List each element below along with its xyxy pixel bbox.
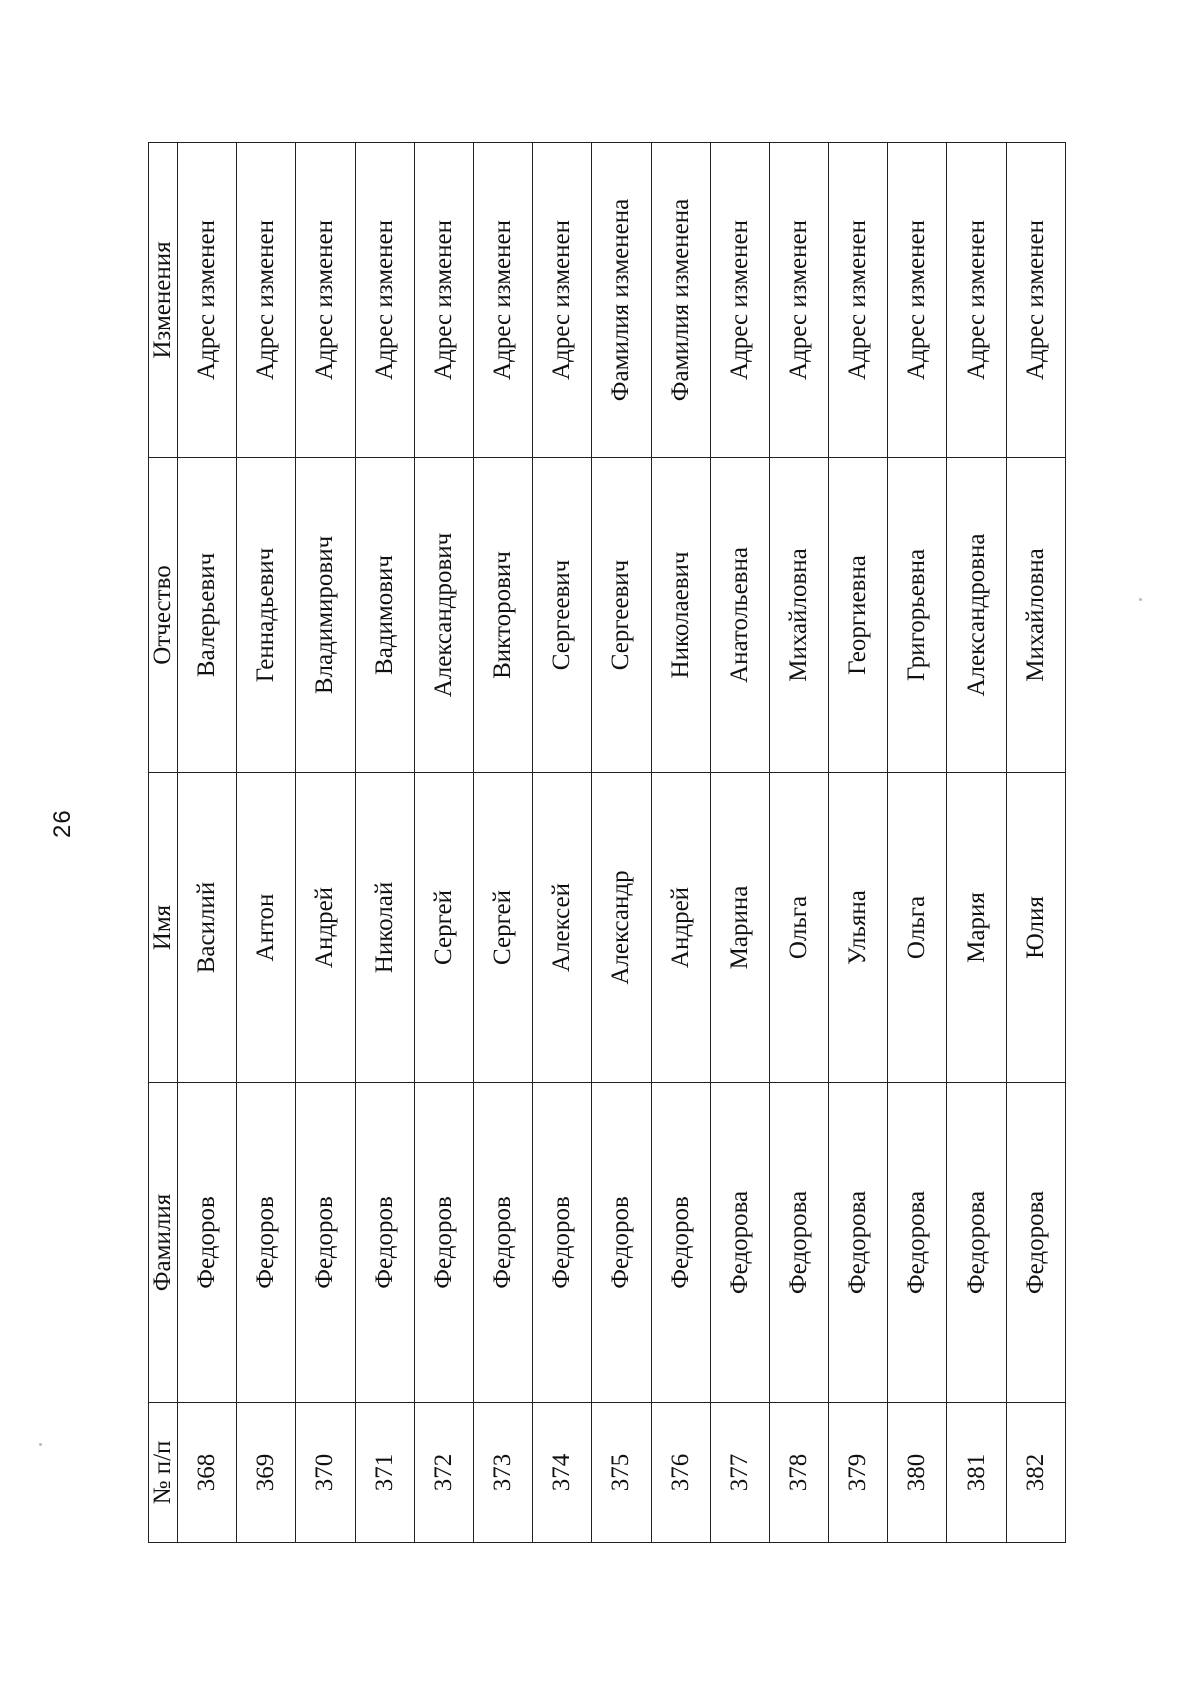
- cell-surname: Федорова: [1006, 1083, 1065, 1403]
- table-row: [178, 143, 237, 1543]
- cell-changes: Адрес изменен: [473, 143, 532, 458]
- table-row: [414, 143, 473, 1543]
- cell-name: Алексей: [533, 773, 592, 1083]
- cell-patronymic: Николаевич: [651, 458, 710, 773]
- cell-changes: Адрес изменен: [947, 143, 1006, 458]
- cell-patronymic: Михайловна: [1006, 458, 1065, 773]
- cell-name: Андрей: [651, 773, 710, 1083]
- cell-surname: Федоров: [237, 1083, 296, 1403]
- cell-surname: Федоров: [533, 1083, 592, 1403]
- cell-number: 375: [592, 1403, 651, 1543]
- table-row: [355, 143, 414, 1543]
- cell-changes: Адрес изменен: [829, 143, 888, 458]
- cell-changes: Адрес изменен: [296, 143, 355, 458]
- cell-number: 380: [888, 1403, 947, 1543]
- cell-surname: Федорова: [829, 1083, 888, 1403]
- cell-changes: Адрес изменен: [237, 143, 296, 458]
- cell-surname: Федорова: [947, 1083, 1006, 1403]
- cell-number: 368: [178, 1403, 237, 1543]
- table-row: [592, 143, 651, 1543]
- cell-patronymic: Александровна: [947, 458, 1006, 773]
- cell-changes: Адрес изменен: [888, 143, 947, 458]
- scan-speck: [39, 1443, 42, 1446]
- table-row: [769, 143, 828, 1543]
- cell-changes: Адрес изменен: [414, 143, 473, 458]
- cell-name: Ольга: [769, 773, 828, 1083]
- cell-changes: Фамилия изменена: [651, 143, 710, 458]
- cell-number: 374: [533, 1403, 592, 1543]
- header-name: Имя: [149, 773, 178, 1083]
- cell-number: 379: [829, 1403, 888, 1543]
- cell-changes: Адрес изменен: [1006, 143, 1065, 458]
- cell-surname: Федоров: [414, 1083, 473, 1403]
- cell-name: Мария: [947, 773, 1006, 1083]
- cell-surname: Федоров: [473, 1083, 532, 1403]
- cell-name: Марина: [710, 773, 769, 1083]
- cell-number: 370: [296, 1403, 355, 1543]
- table-row: [473, 143, 532, 1543]
- cell-name: Василий: [178, 773, 237, 1083]
- cell-patronymic: Сергеевич: [592, 458, 651, 773]
- header-surname: Фамилия: [149, 1083, 178, 1403]
- cell-patronymic: Анатольевна: [710, 458, 769, 773]
- cell-surname: Федоров: [651, 1083, 710, 1403]
- cell-number: 376: [651, 1403, 710, 1543]
- table-body: [178, 143, 1066, 1543]
- table-row: [710, 143, 769, 1543]
- cell-name: Александр: [592, 773, 651, 1083]
- table-row: [888, 143, 947, 1543]
- cell-name: Николай: [355, 773, 414, 1083]
- cell-surname: Федоров: [296, 1083, 355, 1403]
- cell-patronymic: Валерьевич: [178, 458, 237, 773]
- header-changes: Изменения: [149, 143, 178, 458]
- cell-surname: Федоров: [178, 1083, 237, 1403]
- cell-number: 373: [473, 1403, 532, 1543]
- cell-changes: Адрес изменен: [769, 143, 828, 458]
- scan-speck: [1139, 598, 1142, 601]
- cell-patronymic: Викторович: [473, 458, 532, 773]
- cell-number: 377: [710, 1403, 769, 1543]
- cell-surname: Федоров: [592, 1083, 651, 1403]
- cell-changes: Адрес изменен: [710, 143, 769, 458]
- header-number: № п/п: [149, 1403, 178, 1543]
- cell-number: 378: [769, 1403, 828, 1543]
- rotated-table-container: [148, 143, 1066, 1543]
- cell-patronymic: Александрович: [414, 458, 473, 773]
- table-row: [237, 143, 296, 1543]
- cell-name: Сергей: [473, 773, 532, 1083]
- cell-surname: Федорова: [769, 1083, 828, 1403]
- cell-patronymic: Владимирович: [296, 458, 355, 773]
- table-row: [829, 143, 888, 1543]
- table-header-row: [149, 143, 178, 1543]
- cell-number: 369: [237, 1403, 296, 1543]
- cell-changes: Адрес изменен: [355, 143, 414, 458]
- cell-name: Сергей: [414, 773, 473, 1083]
- cell-patronymic: Григорьевна: [888, 458, 947, 773]
- cell-name: Юлия: [1006, 773, 1065, 1083]
- cell-number: 381: [947, 1403, 1006, 1543]
- cell-surname: Федоров: [355, 1083, 414, 1403]
- page-number: 26: [49, 809, 76, 838]
- cell-patronymic: Георгиевна: [829, 458, 888, 773]
- cell-patronymic: Сергеевич: [533, 458, 592, 773]
- cell-patronymic: Вадимович: [355, 458, 414, 773]
- cell-name: Андрей: [296, 773, 355, 1083]
- cell-surname: Федорова: [710, 1083, 769, 1403]
- cell-patronymic: Михайловна: [769, 458, 828, 773]
- records-table: [148, 142, 1066, 1543]
- cell-changes: Адрес изменен: [533, 143, 592, 458]
- cell-surname: Федорова: [888, 1083, 947, 1403]
- cell-name: Ольга: [888, 773, 947, 1083]
- table-row: [296, 143, 355, 1543]
- cell-number: 382: [1006, 1403, 1065, 1543]
- cell-name: Ульяна: [829, 773, 888, 1083]
- cell-changes: Адрес изменен: [178, 143, 237, 458]
- cell-patronymic: Геннадьевич: [237, 458, 296, 773]
- cell-name: Антон: [237, 773, 296, 1083]
- table-row: [533, 143, 592, 1543]
- table-row: [947, 143, 1006, 1543]
- cell-number: 372: [414, 1403, 473, 1543]
- cell-changes: Фамилия изменена: [592, 143, 651, 458]
- table-row: [1006, 143, 1065, 1543]
- cell-number: 371: [355, 1403, 414, 1543]
- header-patronymic: Отчество: [149, 458, 178, 773]
- table-row: [651, 143, 710, 1543]
